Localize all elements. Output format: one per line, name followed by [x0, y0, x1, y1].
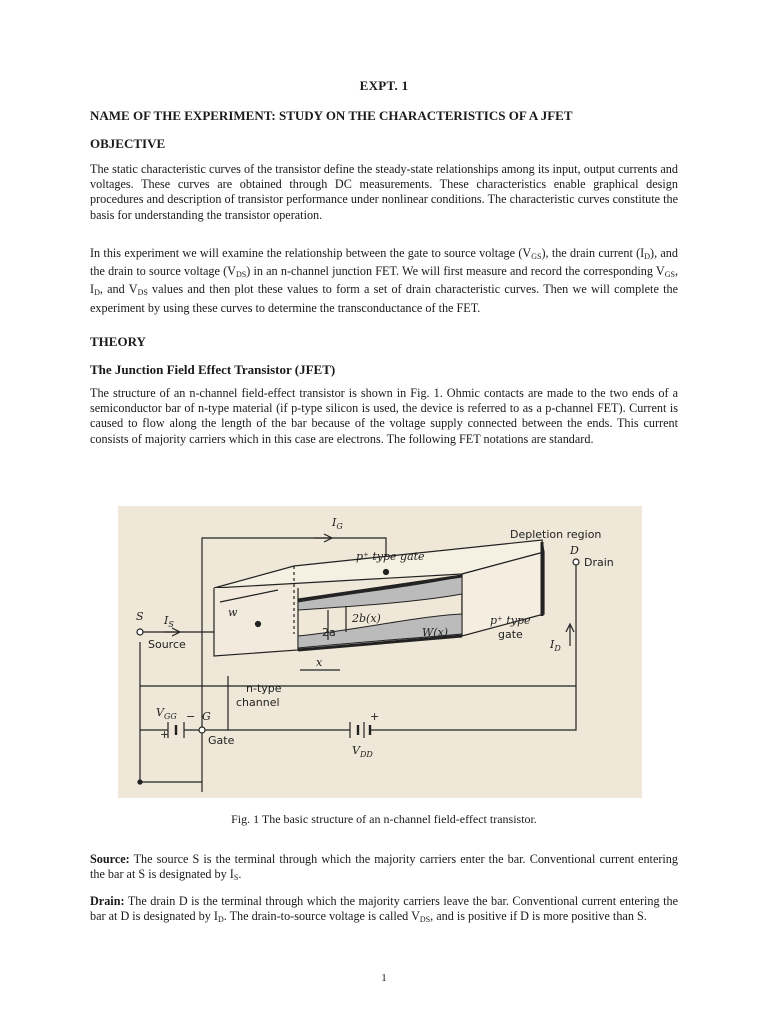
depletion-region-label: Depletion region [510, 528, 602, 541]
jfet-structure-figure [118, 506, 642, 798]
source-definition: Source: The source S is the terminal through which the majority carriers enter the bar. Conventional current entering the bar at S is designated by $I_S$. [90, 852, 678, 883]
drain-current-label: $I_D$ [550, 638, 561, 653]
gate-current-label: $I_G$ [332, 516, 343, 531]
depletion-width-label: W(x) [422, 626, 449, 639]
figure-caption: Fig. 1 The basic structure of an n-channel field-effect transistor. [231, 812, 537, 826]
objective-paragraph-1: The static characteristic curves of the transistor define the steady-state relationships among its input, output currents and voltages. These curves are obtained through DC measurements. These characteristics enable graphical design procedures and description of transistor performance under nonlinear conditions. The characteristic curves constitute the basis for understanding the transistor operation. [90, 162, 678, 222]
experiment-name: NAME OF THE EXPERIMENT: STUDY ON THE CHARACTERISTICS OF A JFET [90, 108, 573, 123]
experiment-number: EXPT. 1 [359, 78, 409, 93]
vgg-plus-sign: + [160, 728, 170, 741]
gate-label: Gate [208, 734, 235, 747]
position-label: x [316, 656, 323, 669]
channel-label: channel [236, 696, 280, 709]
p-type-gate-label: p⁺ type gate [356, 550, 425, 563]
gate-terminal-letter: G [202, 710, 211, 723]
page-number: 1 [381, 972, 387, 984]
drain-definition: Drain: The drain D is the terminal through which the majority carriers leave the bar. Conventional current entering the bar at D is designated by $I_D$. The drain-to-source voltage is called $V_{DS}$, and is positive if D is more positive than S. [90, 894, 678, 925]
p-type-bottom-label: p⁺ type [490, 614, 531, 627]
theory-heading: THEORY [90, 334, 146, 349]
source-current-label: $I_S$ [164, 614, 174, 629]
objective-paragraph-2: In this experiment we will examine the relationship between the gate to source voltage $(V_{GS})$, the drain current $(I_D)$, and the drain to source voltage $(V_{DS})$ in an n-channel junction FET. We will first measure and record the corresponding $V_{GS}$, $I_D$, and $V_{DS}$ values and then plot these values to form a set of drain characteristic curves. Then we will complete the experiment by using these curves to determine the transconductance of the FET. [90, 246, 678, 315]
drain-label: Drain [584, 556, 614, 569]
vgg-minus-sign: − [186, 710, 196, 723]
n-type-label: n-type [246, 682, 282, 695]
vdd-label: $V_{DD}$ [352, 744, 373, 759]
drain-terminal-letter: D [570, 544, 579, 557]
bar-thickness-label: 2a [322, 626, 336, 639]
source-label: Source [148, 638, 186, 651]
channel-width-label: 2b(x) [352, 612, 381, 625]
vdd-plus-sign: + [370, 710, 380, 723]
width-label: w [228, 606, 238, 619]
theory-paragraph: The structure of an n-channel field-effect transistor is shown in Fig. 1. Ohmic contacts are made to the two ends of a semiconductor bar of n-type material (if p-type silicon is used, the device is referred to as a p-channel FET). Current is caused to flow along the length of the bar because of the voltage supply connected between the ends. This current consists of majority carriers which in this case are electrons. The following FET notations are standard. [90, 386, 678, 446]
objective-heading: OBJECTIVE [90, 136, 166, 151]
bottom-gate-label: gate [498, 628, 523, 641]
jfet-diagram [118, 506, 642, 798]
jfet-subheading: The Junction Field Effect Transistor (JFET) [90, 362, 336, 377]
source-terminal-letter: S [136, 610, 144, 623]
vgg-label: $V_{GG}$ [156, 706, 177, 721]
